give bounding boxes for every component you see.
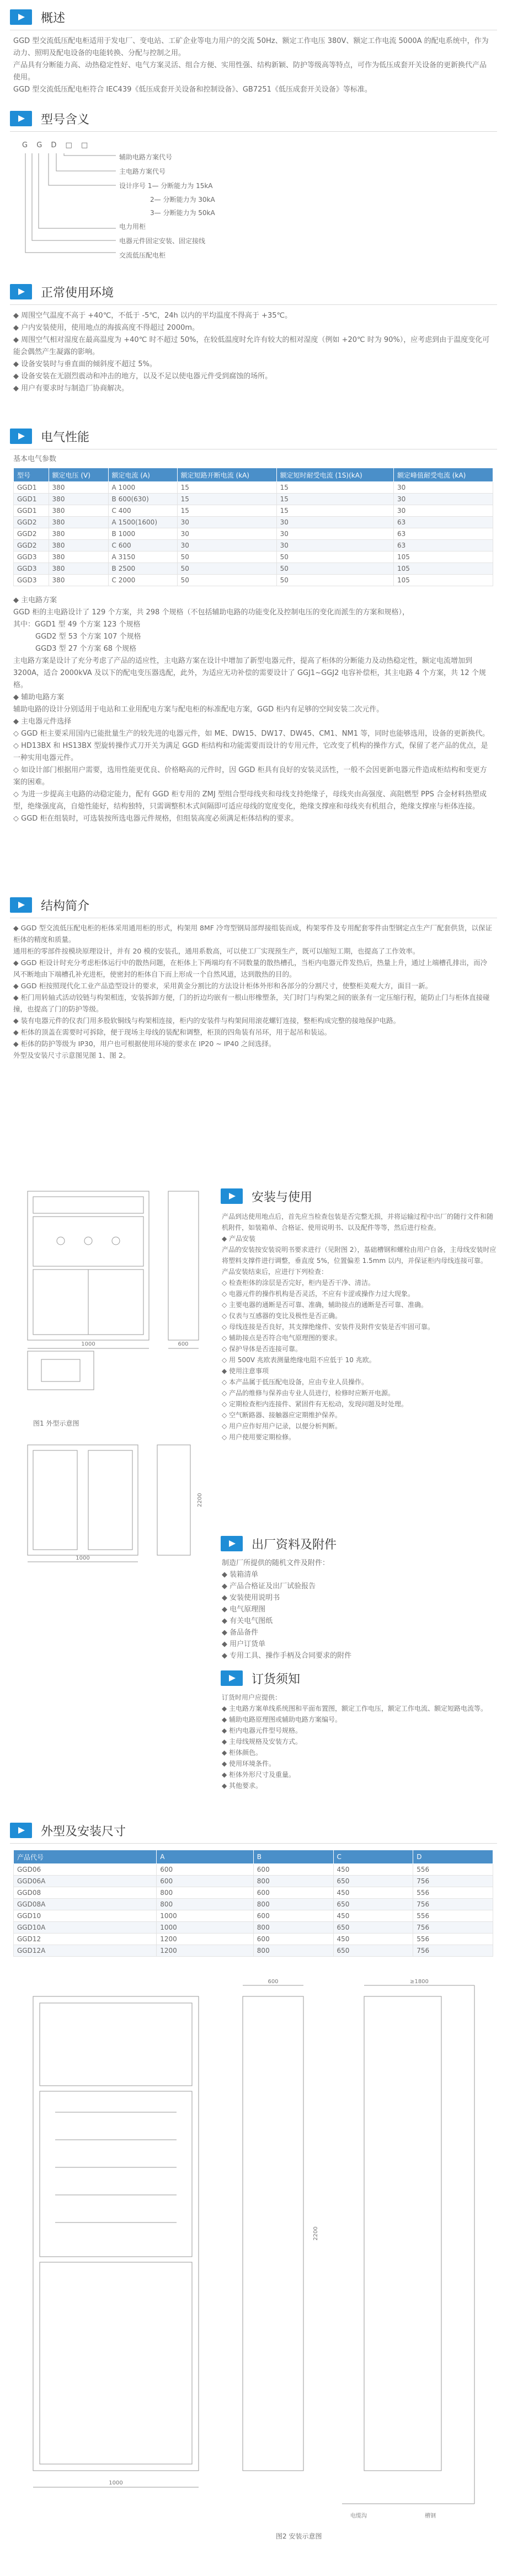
- paragraph: 主电路方案是设计了充分考虑了产品的适应性，主电路方案在设计中增加了新型电器元件，提高了柜体的分断能力及动热稳定性，额定电流增加到 3200A，适合 2000kVA 及以下的配电变压器选配，此外，为适应无功补偿的需要设计了 GGJ1~GGJ2 电容补偿柜，其主电路 4 个方案，共 12 个规格。: [13, 657, 486, 689]
- perf-subtitle: 基本电气参数: [13, 455, 57, 463]
- section-docs-header: [221, 1533, 337, 1554]
- section-title: 概述: [41, 11, 66, 25]
- model-label: 3— 分断能力为 50kA: [150, 209, 215, 217]
- list-item: ◇ 主要电器的通断是否可靠、准确，辅助接点的通断是否可靠、准确。: [222, 1301, 428, 1309]
- model-label: 主电路方案代号: [119, 168, 166, 175]
- model-label: 2— 分断能力为 30kA: [150, 196, 215, 203]
- dimension-label: 1000: [76, 1555, 90, 1561]
- perf-table: [13, 468, 493, 586]
- paragraph: GGD2 型 53 个方案 107 个规格: [35, 633, 141, 641]
- section-structure-header: [10, 895, 89, 915]
- list-item: ◆ 周围空气温度不高于 +40℃，不低于 -5℃，24h 以内的平均温度不得高于 +35℃。: [13, 312, 292, 320]
- list-item: ◆ 柜体外形尺寸及重量。: [222, 1771, 296, 1779]
- model-label: 电器元件固定安装、固定接线: [119, 237, 206, 245]
- sub-heading: ◆ 产品安装: [222, 1235, 256, 1243]
- column-header: 额定峰值耐受电流 (kA): [393, 468, 493, 482]
- play-icon: [10, 284, 32, 299]
- column-header: 额定电压 (V): [49, 468, 108, 482]
- play-icon: [10, 111, 32, 126]
- dims-table: [13, 1850, 493, 1957]
- overview-text: [13, 35, 493, 96]
- paragraph: ◇ 如设计部门根据用户需要，选用性能更优良、价格略高的元件时，因 GGD 柜具有良好的安装灵活性，一般不会因更新电器元件造成柜结构和变更方案的困难。: [13, 766, 487, 786]
- column-header: 额定短时耐受电流 (1S)(kA): [276, 468, 393, 482]
- list-item: ◆ 柜体的防护等级为 IP30，用户也可根据使用环境的要求在 IP20 ~ IP40 之间选择。: [13, 1040, 276, 1048]
- list-item: ◇ 仪表与互感器的变比及极性是否正确。: [222, 1312, 342, 1320]
- divider: [10, 304, 497, 305]
- list-item: ◇ 保护导体是否连接可靠。: [222, 1345, 302, 1353]
- cable-trench-label: 电缆沟: [350, 2513, 367, 2519]
- sub-heading: ◆ 主电路方案: [13, 596, 57, 604]
- column-header: A: [157, 1850, 254, 1864]
- model-code: G G D □ □: [22, 141, 92, 149]
- table-row: GGD06 600 600 450 556: [14, 1864, 493, 1876]
- list-item: ◇ 本产品属于低压配电设备，应由专业人员操作。: [222, 1378, 369, 1386]
- list-item: ◆ 专用工具、操作手柄及合同要求的附件: [222, 1652, 352, 1660]
- paragraph: GGD 型交流低压配电柜符合 IEC439《低压成套开关设备和控制设备》、GB7251《低压成套开关设备》等标准。: [13, 85, 372, 94]
- play-icon: [10, 9, 32, 25]
- list-item: ◆ 产品合格证及出厂试验报告: [222, 1582, 316, 1590]
- paragraph: 辅助电路的设计分别适用于电站和工业用配电方案与配电柜的标准配电方案，GGD 柜内有足够的空间安装二次元件。: [13, 705, 384, 714]
- paragraph: GGD 柜的主电路设计了 129 个方案，共 298 个规格（不包括辅助电路的功能变化及控制电压的变化而派生的方案和规格），: [13, 608, 409, 617]
- list-item: ◇ 用户使用要定期检修。: [222, 1433, 296, 1441]
- play-icon: [221, 1536, 243, 1551]
- channel-steel-label: 槽钢: [425, 2513, 436, 2519]
- list-item: ◇ 电器元件的操作机构是否灵活，不应有卡涩或操作力过大现象。: [222, 1290, 415, 1298]
- sub-heading: ◆ 使用注意事项: [222, 1367, 269, 1375]
- section-title: 型号含义: [41, 113, 90, 127]
- model-label: 交流低压配电柜: [119, 251, 166, 259]
- table-row: GGD3 380 A 3150 50 50 105: [14, 551, 493, 563]
- paragraph: 制造厂所提供的随机文件及附件：: [222, 1559, 330, 1567]
- model-label: 辅助电路方案代号: [119, 153, 173, 161]
- structure-list: [13, 922, 493, 1061]
- table-row: GGD2 380 A 1500(1600) 30 30 63: [14, 517, 493, 528]
- section-order-header: [221, 1668, 300, 1689]
- table-row: GGD06A 600 800 650 756: [14, 1876, 493, 1887]
- play-icon: [10, 897, 32, 913]
- list-item: ◆ 周围空气相对湿度在最高温度为 +40℃ 时不超过 50%，在较低温度时允许有较大的相对湿度（例如 +20℃ 时为 90%），应考虑到由于温度变化可能会偶然产生凝露的影响。: [13, 336, 490, 356]
- paragraph: ◇ GGD 柜主要采用国内已能批量生产的较先进的电器元件，如 ME、DW15、DW17、DW45、CM1、NM1 等，同时也能够选用，设备的更新换代。: [13, 730, 490, 738]
- column-header: 产品代号: [14, 1850, 157, 1864]
- list-item: ◇ 辅助接点是否符合电气原理图的要求。: [222, 1334, 342, 1342]
- list-item: ◆ 其他要求。: [222, 1782, 263, 1790]
- sub-heading: ◆ 辅助电路方案: [13, 693, 65, 701]
- divider: [10, 131, 497, 132]
- list-item: ◆ 电气原理图: [222, 1605, 266, 1614]
- dimension-label: ≥1800: [410, 1979, 429, 1985]
- dimension-label: 600: [178, 1341, 189, 1347]
- list-item: ◆ 设备安装时与垂直面的倾斜度不超过 5%。: [13, 360, 157, 368]
- table-row: GGD3 380 C 2000 50 50 105: [14, 575, 493, 586]
- list-item: ◆ 主电路方案单线系统图和平面布置图，额定工作电压，额定工作电流、额定短路电流等。: [222, 1705, 488, 1712]
- list-item: ◆ 户内安装使用，使用地点的海拔高度不得超过 2000m。: [13, 324, 200, 332]
- section-title: 订货须知: [252, 1672, 301, 1686]
- paragraph: 产品的安装按安装说明书要求进行（见附图 2），基础槽钢和螺栓由用户自备，主母线安装时应将塑料支撑件进行调整，垂直度 5%，位置偏差 1.5mm 以内，并保证柜内母线连接可靠。: [222, 1246, 497, 1265]
- list-item: ◆ GGD 型交流低压配电柜的柜体采用通用柜的形式，构架用 8MF 冷弯型钢局部焊接组装而成，构架零件及专用配套零件由型钢定点生产厂配套供货，以保证柜体的精度和质量。: [13, 924, 492, 944]
- section-perf-header: [10, 426, 89, 447]
- list-item: ◆ GGD 柜设计时充分考虑柜体运行中的散热问题，在柜体上下两端均有不同数量的散热槽孔，当柜内电器元件发热后，热量上升，通过上端槽孔排出，而冷风不断地由下端槽孔补充进柜，使密封的柜体自下而上形成一个自然风道，达到散热的目的。: [13, 958, 488, 978]
- order-list: [222, 1692, 498, 1791]
- paragraph: GGD3 型 27 个方案 68 个规格: [35, 645, 137, 653]
- list-item: ◆ 备品备件: [222, 1629, 259, 1637]
- paragraph: GGD 型交流低压配电柜适用于发电厂、变电站、工矿企业等电力用户的交流 50Hz、额定工作电压 380V、额定工作电流 5000A 的配电系统中，作为动力、照明及配电设备的电能转换、分配与控制之用。: [13, 37, 489, 57]
- table-header-row: [14, 468, 493, 482]
- dimension-label: 2200: [197, 1493, 203, 1507]
- paragraph: 产品具有分断能力高、动热稳定性好、电气方案灵活、组合方便、实用性强、结构新颖、防护等级高等特点，可作为低压成套开关设备的更新换代产品使用。: [13, 61, 487, 82]
- section-title: 结构简介: [41, 899, 90, 913]
- table-row: GGD1 380 C 400 15 15 30: [14, 505, 493, 517]
- column-header: B: [253, 1850, 333, 1864]
- paragraph: 其中：GGD1 型 49 个方案 123 个规格: [13, 620, 141, 629]
- list-item: ◆ 主母线规格及安装方式。: [222, 1738, 302, 1745]
- paragraph: ◇ 为进一步提高主电路的动稳定能力，配有 GGD 柜专用的 ZMJ 型组合型母线夹和母线支持绝缘子，母线夹由高强度、高阻燃型 PPS 合金材料热塑成型，绝缘强度高，自熄性能好，结构独特，只需调整积木式间隔即可适应母线的宽度变化，绝缘支撑座和母线夹有机组合，绝缘支撑座与柜体连接。: [13, 790, 487, 811]
- list-item: ◇ 定期检查柜内连接件、紧固件有无松动，发现问题及时处理。: [222, 1400, 408, 1408]
- circuit-text: [13, 595, 493, 825]
- table-row: GGD10A 1000 800 650 756: [14, 1922, 493, 1934]
- list-item: ◆ 柜体颜色。: [222, 1749, 263, 1756]
- play-icon: [10, 1823, 32, 1838]
- list-item: ◆ 装有电器元件的仪表门用多股软铜线与构架相连接，柜内的安装件与构架间用滚花螺钉连接，整柜构成完整的接地保护电路。: [13, 1016, 401, 1025]
- list-item: ◇ 产品的维修与保养由专业人员进行，检修时应断开电源。: [222, 1389, 395, 1397]
- paragraph: ◇ HD13BX 和 HS13BX 型旋转操作式刀开关为满足 GGD 柜结构和功能需要而设计的专用元件，它改变了机构的操作方式，保留了老产品的优点，是一种实用电器元件。: [13, 742, 488, 762]
- table-row: GGD2 380 B 1000 30 30 63: [14, 528, 493, 540]
- paragraph: ◇ GGD 柜在组装时，可选装按所选电器元件规格，但组装高度必须满足柜体结构的要求。: [13, 815, 298, 823]
- list-item: ◆ 装箱清单: [222, 1571, 259, 1579]
- section-dims-header: [10, 1820, 126, 1841]
- table-row: GGD10 1000 600 450 556: [14, 1910, 493, 1922]
- dimension-label: 2200: [313, 2226, 319, 2241]
- dimension-label: 600: [268, 1979, 279, 1985]
- column-header: 额定电流 (A): [108, 468, 177, 482]
- list-item: ◆ GGD 柜按照现代化工业产品造型设计的要求，采用黄金分割比的方法设计柜体外形和各部分的分割尺寸，使整柜美观大方，面目一新。: [13, 982, 433, 990]
- list-item: ◆ 使用环境条件。: [222, 1760, 276, 1768]
- paragraph: 订货时用户应提供：: [222, 1694, 282, 1701]
- cabinet-door-drawing: [11, 1439, 215, 1566]
- sub-heading: ◆ 主电器元件选择: [13, 717, 72, 726]
- table-row: GGD3 380 B 2500 50 50 105: [14, 563, 493, 575]
- section-model-header: [10, 108, 89, 129]
- play-icon: [221, 1670, 243, 1686]
- list-item: ◆ 用户有要求时与制造厂协商解决。: [13, 384, 129, 393]
- dimension-label: 1000: [109, 2480, 123, 2486]
- list-item: 通用柜的零部件按模块原理设计，并有 20 模的安装孔，通用系数高，可以使工厂实现预生产，既可以缩短工期，也提高了工作效率。: [13, 947, 420, 955]
- cabinet-front-drawing: [11, 1180, 215, 1362]
- section-title: 安装与使用: [252, 1190, 313, 1204]
- section-overview-header: [10, 7, 65, 28]
- table-row: GGD1 380 A 1000 15 15 30: [14, 482, 493, 494]
- table-header-row: [14, 1850, 493, 1864]
- fig1-caption: 图1 外型示意图: [33, 1420, 79, 1427]
- table-row: GGD1 380 B 600(630) 15 15 30: [14, 494, 493, 505]
- list-item: ◆ 用户订货单: [222, 1640, 266, 1648]
- column-header: 型号: [14, 468, 49, 482]
- table-row: GGD08A 800 800 650 756: [14, 1899, 493, 1910]
- paragraph: 外型及安装尺寸示意图见图 1、图 2。: [13, 1051, 130, 1059]
- list-item: ◆ 辅助电路原理图或辅助电路方案编号。: [222, 1716, 342, 1723]
- section-title: 正常使用环境: [41, 286, 114, 300]
- docs-list: [222, 1557, 498, 1662]
- paragraph: 产品安装结束后，应进行下列检查：: [222, 1268, 328, 1276]
- section-title: 外型及安装尺寸: [41, 1824, 126, 1839]
- cabinet-top-drawing: [22, 1346, 99, 1412]
- section-env-header: [10, 281, 114, 302]
- model-label: 电力用柜: [119, 223, 146, 231]
- fig2-caption: 图2 安装示意图: [276, 2532, 322, 2540]
- list-item: ◆ 设备安装在无剧烈震动和冲击的地方，以及不足以使电器元件受到腐蚀的场所。: [13, 372, 273, 381]
- column-header: 额定短路开断电流 (kA): [177, 468, 276, 482]
- list-item: ◇ 母线连接是否良好，其支撑绝缘件、安装件及附件安装是否牢固可靠。: [222, 1323, 435, 1331]
- list-item: ◆ 有关电气图纸: [222, 1617, 273, 1625]
- play-icon: [221, 1188, 243, 1204]
- table-row: GGD12A 1200 800 650 756: [14, 1945, 493, 1957]
- section-title: 出厂资料及附件: [252, 1538, 337, 1552]
- list-item: ◇ 检查柜体的涂层是否完好，柜内是否干净、清洁。: [222, 1279, 375, 1287]
- column-header: C: [333, 1850, 413, 1864]
- list-item: ◆ 柜门用转轴式活动铰链与构架相连，安装拆卸方便，门的折边均嵌有一根山形橡塑条，关门时门与构架之间的嵌条有一定压缩行程，能防止门与柜体直接碰撞，也提高了门的防护等级。: [13, 993, 490, 1013]
- model-label: 设计序号 1— 分断能力为 15kA: [119, 182, 213, 190]
- model-diagram: [22, 141, 287, 263]
- divider: [10, 1843, 497, 1844]
- section-install-header: [221, 1186, 312, 1207]
- list-item: ◇ 用户应作好用户记录，以便分析判断。: [222, 1422, 342, 1430]
- dimension-label: 1000: [81, 1341, 95, 1347]
- model-labels: [119, 150, 215, 263]
- column-header: D: [413, 1850, 493, 1864]
- list-item: ◇ 空气断路器、接触器应定期维护保养。: [222, 1411, 342, 1419]
- install-list: [222, 1211, 498, 1443]
- list-item: ◇ 用 500V 兆欧表测量绝缘电阻不应低于 10 兆欧。: [222, 1356, 376, 1364]
- play-icon: [10, 429, 32, 444]
- installation-drawing: [11, 1974, 497, 2542]
- env-list: [13, 310, 493, 395]
- paragraph: 产品到达使用地点后，首先应当检查包装是否完整无损，并将运输过程中出厂的随行文件和随机附件，如装箱单、合格证、使用说明书、以及配件等等，然后进行检查。: [222, 1213, 494, 1231]
- list-item: ◆ 安装使用说明书: [222, 1594, 280, 1602]
- list-item: ◆ 柜内电器元件型号规格。: [222, 1727, 302, 1734]
- table-row: GGD2 380 C 600 30 30 63: [14, 540, 493, 551]
- table-row: GGD08 800 600 450 556: [14, 1887, 493, 1899]
- table-row: GGD12 1200 600 450 556: [14, 1934, 493, 1945]
- section-title: 电气性能: [41, 430, 90, 444]
- list-item: ◆ 柜体的顶盖在需要时可拆除，便于现场主母线的装配和调整，柜顶的四角装有吊环，用于起吊和装运。: [13, 1028, 332, 1036]
